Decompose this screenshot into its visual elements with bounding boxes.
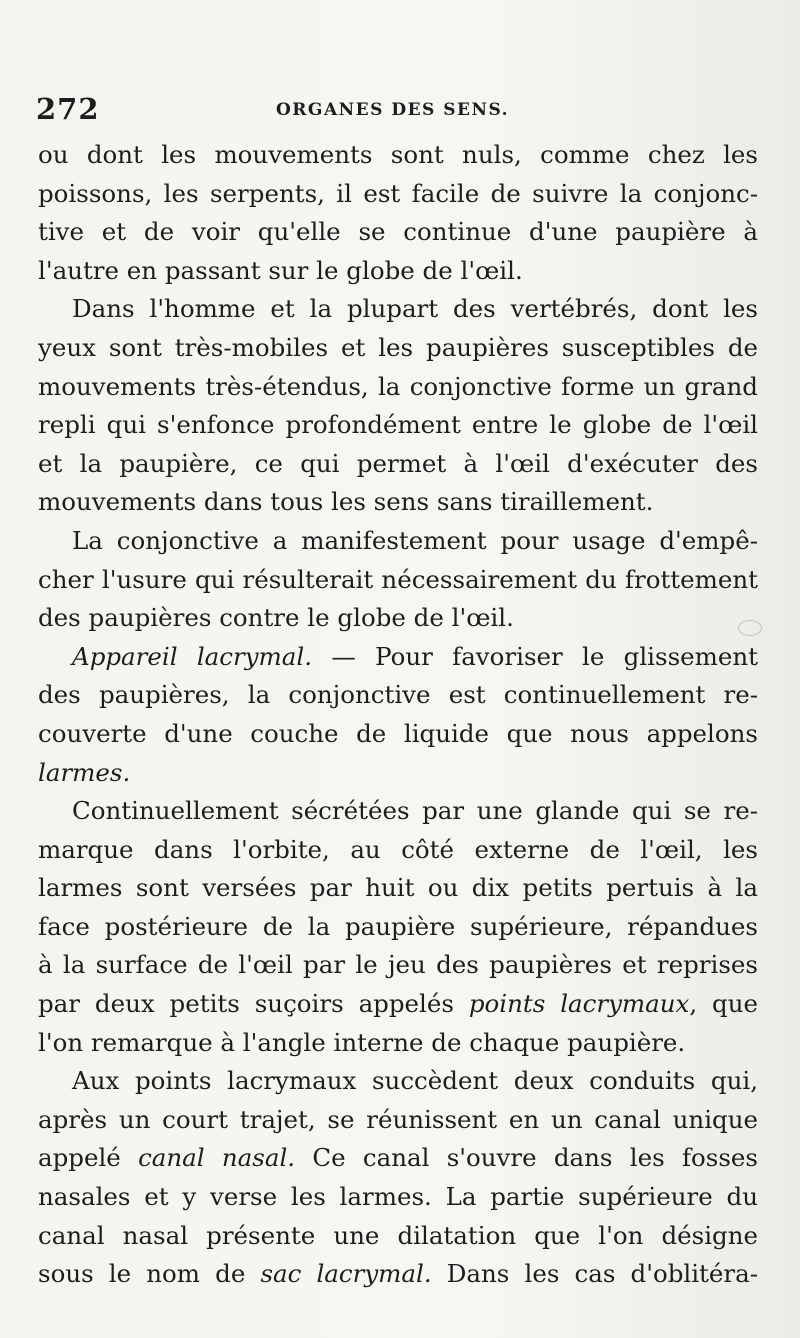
page-number: 272 (36, 92, 100, 126)
text-line: mouvements dans tous les sens sans tiraillement. (38, 487, 654, 517)
text-line: face postérieure de la paupière supérieure, répandues (38, 911, 758, 941)
text-line (38, 1139, 758, 1178)
text-segment: par deux petits suçoirs appelés (38, 989, 469, 1019)
text-line: l'on remarque à l'angle interne de chaque paupière. (38, 1027, 686, 1057)
text-line: et la paupière, ce qui permet à l'œil d'exécuter des (38, 448, 758, 478)
text-line (38, 1255, 758, 1294)
text-segment: sous le nom de (38, 1259, 261, 1289)
text-line: après un court trajet, se réunissent en un canal unique (38, 1104, 758, 1134)
running-head: ORGANES DES SENS. (276, 100, 510, 120)
italic-term: Appareil lacrymal. (72, 641, 313, 671)
text-line: nasales et y verse les larmes. La partie supérieure du (38, 1182, 758, 1212)
text-line: Dans l'homme et la plupart des vertébrés, dont les (72, 294, 758, 324)
text-line: marque dans l'orbite, au côté externe de l'œil, les (38, 834, 758, 864)
text-line: larmes sont versées par huit ou dix petits pertuis à la (38, 873, 758, 903)
text-line: à la surface de l'œil par le jeu des paupières et reprises (38, 950, 758, 980)
text-line: La conjonctive a manifestement pour usage d'empê- (72, 525, 758, 555)
text-line: Aux points lacrymaux succèdent deux conduits qui, (72, 1066, 758, 1096)
text-line: mouvements très-étendus, la conjonctive forme un grand (38, 371, 758, 401)
text-line: poissons, les serpents, il est facile de suivre la conjonc- (38, 178, 758, 208)
text-line: tive et de voir qu'elle se continue d'une paupière à (38, 217, 758, 247)
text-line: couverte d'une couche de liquide que nous appelons (38, 718, 758, 748)
text-segment: Dans les cas d'oblitéra- (431, 1259, 758, 1289)
body-text (38, 136, 758, 1294)
text-line: repli qui s'enfonce profondément entre le globe de l'œil (38, 410, 758, 440)
italic-term: points lacrymaux (468, 989, 690, 1019)
text-segment: appelé (38, 1143, 139, 1173)
text-line: des paupières, la conjonctive est continuellement re- (38, 680, 758, 710)
text-segment: , que (689, 989, 758, 1019)
text-line: l'autre en passant sur le globe de l'œil. (38, 255, 523, 285)
italic-term: canal nasal. (138, 1143, 296, 1173)
ink-smudge (738, 620, 762, 636)
text-segment: — Pour favoriser le glissement (312, 641, 759, 671)
text-line: yeux sont très-mobiles et les paupières susceptibles de (38, 332, 758, 362)
text-line (38, 754, 758, 793)
text-line: des paupières contre le globe de l'œil. (38, 603, 514, 633)
text-line: ou dont les mouvements sont nuls, comme chez les (38, 140, 758, 169)
text-line: canal nasal présente une dilatation que l'on désigne (38, 1220, 758, 1250)
text-line (38, 985, 758, 1024)
text-line (38, 638, 758, 677)
text-line: cher l'usure qui résulterait nécessairement du frottement (38, 564, 758, 594)
italic-term: sac lacrymal. (260, 1259, 432, 1289)
italic-term: larmes. (38, 757, 131, 787)
page-header (36, 92, 756, 128)
text-segment: Ce canal s'ouvre dans les fosses (295, 1143, 758, 1173)
text-line: Continuellement sécrétées par une glande qui se re- (72, 796, 758, 826)
